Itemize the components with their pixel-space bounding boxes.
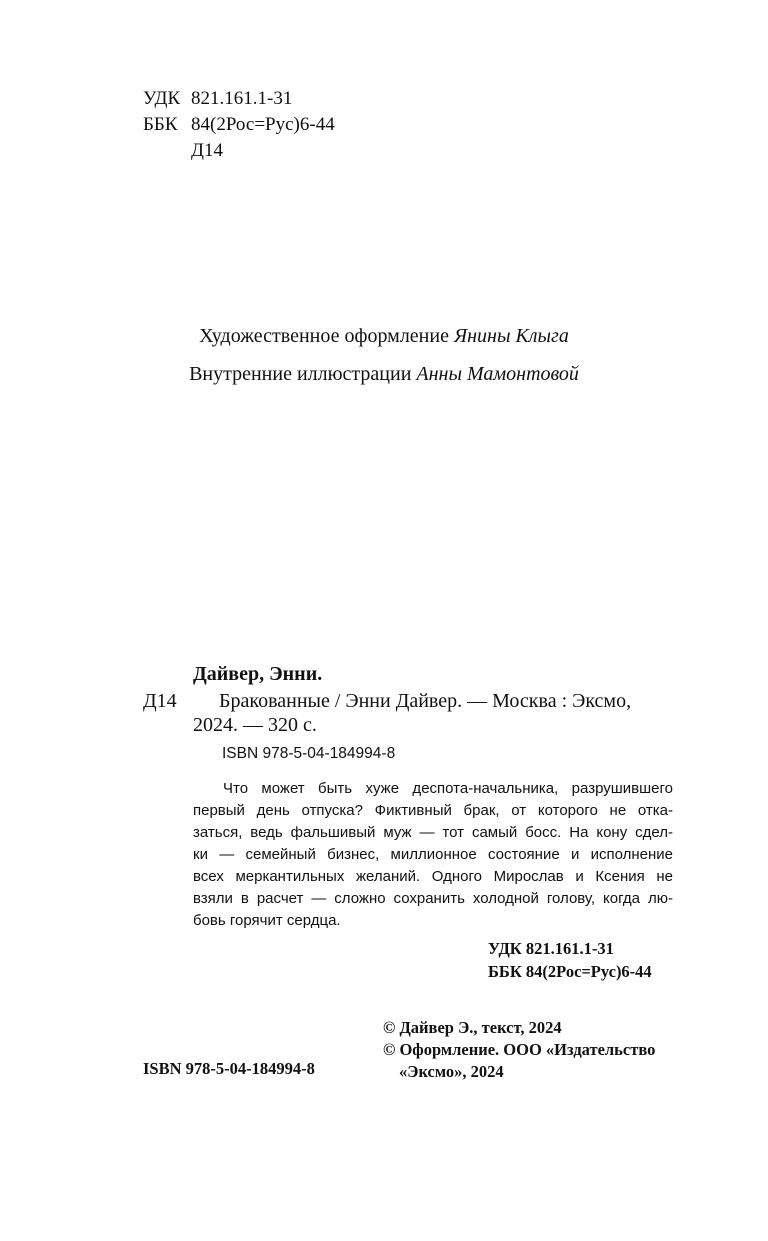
design-credit bbox=[0, 325, 768, 348]
book-annotation bbox=[193, 778, 673, 932]
annotation-line: всех меркантильных желаний. Одного Мирослав и Ксения не bbox=[193, 868, 673, 885]
author-mark-row bbox=[143, 138, 335, 164]
isbn-bold: ISBN 978-5-04-184994-8 bbox=[143, 1059, 315, 1078]
annotation-line: ки — семейный бизнес, миллионное состояние и исполнение bbox=[193, 846, 673, 863]
catalog-title-line bbox=[193, 690, 673, 713]
classification-codes bbox=[143, 86, 335, 164]
copyright-text: © Дайвер Э., текст, 2024 bbox=[383, 1018, 562, 1037]
bottom-udk: УДК 821.161.1-31 bbox=[488, 939, 614, 958]
annotation-line: бовь горячит сердца. bbox=[193, 912, 341, 929]
annotation-line: взяли в расчет — сложно сохранить холодной голову, когда лю- bbox=[193, 890, 673, 907]
annotation-line: заться, ведь фальшивый муж — тот самый босс. На кону сдел- bbox=[193, 824, 673, 841]
author-mark: Д14 bbox=[191, 140, 223, 161]
copyright-design-continued: «Эксмо», 2024 bbox=[399, 1062, 504, 1081]
udk-row bbox=[143, 86, 335, 112]
illustrations-credit-name: Анны Мамонтовой bbox=[416, 363, 579, 385]
copyright-design: © Оформление. ООО «Издательство bbox=[383, 1040, 656, 1059]
catalog-isbn: ISBN 978-5-04-184994-8 bbox=[222, 745, 396, 762]
catalog-author: Дайвер, Энни. bbox=[193, 663, 323, 685]
annotation-line: Что может быть хуже деспота-начальника, разрушившего bbox=[223, 780, 673, 797]
bottom-bbk: ББК 84(2Рос=Рус)6-44 bbox=[488, 962, 652, 981]
bbk-value: 84(2Рос=Рус)6-44 bbox=[191, 114, 335, 135]
illustrations-credit bbox=[0, 363, 768, 386]
design-credit-name: Янины Клыга bbox=[453, 325, 569, 347]
bottom-classification bbox=[488, 937, 652, 983]
bbk-row bbox=[143, 112, 335, 138]
bbk-label: ББК bbox=[143, 114, 178, 135]
catalog-shelf-mark: Д14 bbox=[143, 690, 177, 712]
design-credit-prefix: Художественное оформление bbox=[199, 325, 449, 347]
annotation-line: первый день отпуска? Фиктивный брак, от которого не отка- bbox=[193, 802, 673, 819]
udk-value: 821.161.1-31 bbox=[191, 88, 293, 109]
copyright-block bbox=[383, 1017, 655, 1083]
udk-label: УДК bbox=[143, 88, 181, 109]
catalog-title-text: Бракованные / Энни Дайвер. — Москва : Эксмо, bbox=[219, 690, 632, 712]
illustrations-credit-prefix: Внутренние иллюстрации bbox=[189, 363, 412, 385]
catalog-imprint-line: 2024. — 320 с. bbox=[193, 714, 317, 736]
